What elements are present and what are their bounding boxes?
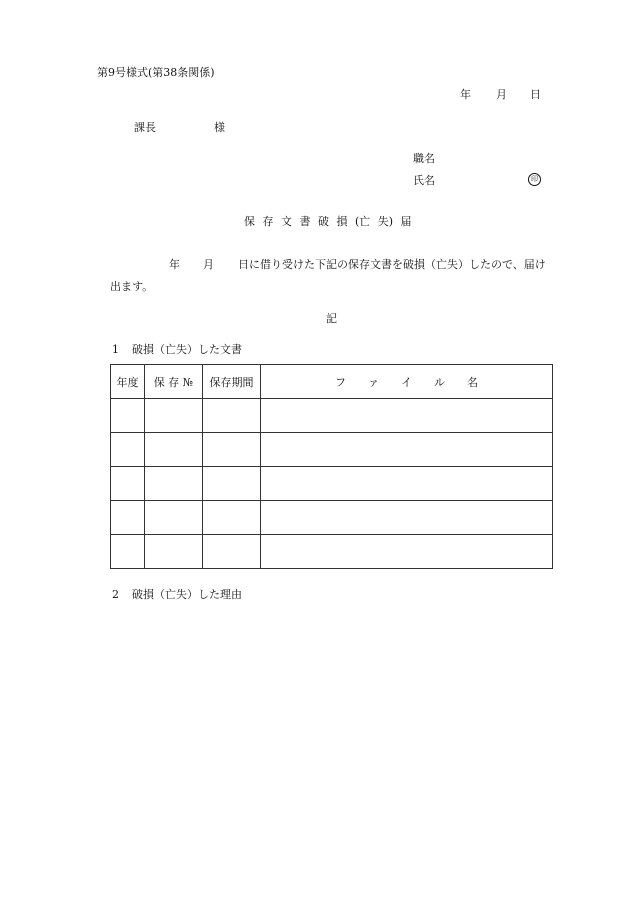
table-header-row xyxy=(111,365,553,399)
addressee-honorific: 様 xyxy=(214,121,225,134)
table-cell[interactable] xyxy=(111,399,145,433)
name-label: 氏名 xyxy=(413,174,435,187)
table-cell[interactable] xyxy=(145,399,203,433)
addressee-title: 課長 xyxy=(134,121,156,134)
table-cell[interactable] xyxy=(145,535,203,569)
table-cell[interactable] xyxy=(261,433,553,467)
table-cell[interactable] xyxy=(145,467,203,501)
damaged-documents-table xyxy=(110,364,553,569)
body-month-label: 月 xyxy=(203,258,214,271)
column-header-retention-period: 保存期間 xyxy=(203,365,261,399)
table-cell[interactable] xyxy=(111,433,145,467)
table-cell[interactable] xyxy=(261,501,553,535)
table-cell[interactable] xyxy=(261,535,553,569)
table-cell[interactable] xyxy=(111,467,145,501)
table-cell[interactable] xyxy=(111,535,145,569)
body-text-continuation: 出ます。 xyxy=(110,280,154,293)
table-cell[interactable] xyxy=(203,501,261,535)
table-row xyxy=(111,501,553,535)
ki-heading: 記 xyxy=(326,312,337,325)
table-cell[interactable] xyxy=(261,399,553,433)
body-text: 日に借り受けた下記の保存文書を破損（亡失）したので、届け xyxy=(238,258,546,271)
table-cell[interactable] xyxy=(111,501,145,535)
section2-heading: 破損（亡失）した理由 xyxy=(132,588,242,601)
column-header-fiscal-year: 年度 xyxy=(111,365,145,399)
document-title: 保 存 文 書 破 損 (亡 失) 届 xyxy=(244,215,412,228)
section1-number: 1 xyxy=(112,343,119,356)
section1-heading: 破損（亡失）した文書 xyxy=(132,343,242,356)
table-row xyxy=(111,399,553,433)
date-year-label: 年 xyxy=(460,88,471,101)
table-row xyxy=(111,433,553,467)
table-row xyxy=(111,467,553,501)
table-cell[interactable] xyxy=(261,467,553,501)
table-cell[interactable] xyxy=(145,501,203,535)
table-cell[interactable] xyxy=(203,467,261,501)
table-cell[interactable] xyxy=(145,433,203,467)
column-header-storage-number: 保 存 № xyxy=(145,365,203,399)
date-month-label: 月 xyxy=(496,88,507,101)
post-label: 職名 xyxy=(413,152,435,165)
body-year-label: 年 xyxy=(169,258,180,271)
table-cell[interactable] xyxy=(203,535,261,569)
column-header-file-name: フ ァ イ ル 名 xyxy=(261,365,553,399)
date-day-label: 日 xyxy=(530,88,541,101)
form-number: 第9号様式(第38条関係) xyxy=(97,66,215,79)
table-cell[interactable] xyxy=(203,433,261,467)
table-row xyxy=(111,535,553,569)
section2-number: 2 xyxy=(112,588,119,601)
seal-mark: 印 xyxy=(528,173,541,186)
table-cell[interactable] xyxy=(203,399,261,433)
